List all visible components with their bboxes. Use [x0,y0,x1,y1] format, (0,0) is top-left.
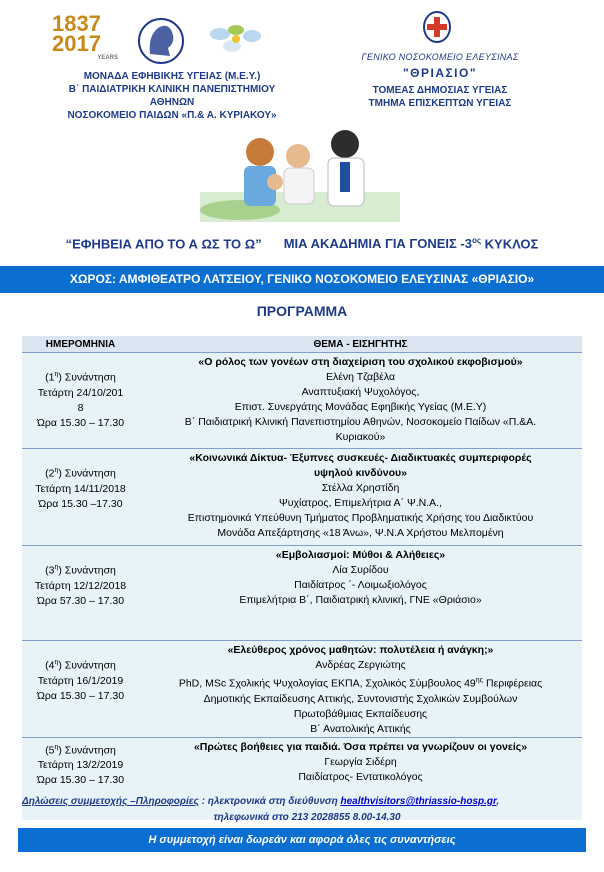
speaker-line: Κυριακού» [335,431,386,443]
anniversary-years-word: YEARS [97,55,118,61]
event-title-sup: ος [472,236,482,245]
speaker-line-sup: ης [475,677,484,684]
meeting-label: ) Συνάντηση [58,744,116,756]
meeting-sup: η [54,467,59,474]
topic-title: «Ο ρόλος των γονέων στη διαχείριση του σχολικού εκφοβισμού» [198,356,523,368]
column-header-topic: ΘΕΜΑ - ΕΙΣΗΓΗΤΗΣ [139,336,582,353]
speaker-line: Πρωτοβάθμιας Εκπαίδευσης [293,707,428,720]
date-cell [22,641,139,738]
speaker-line: Αναπτυξιακή Ψυχολόγος, [301,386,420,398]
speaker-line: Ψυχίατρος, Επιμελήτρια Α΄ Ψ.Ν.Α., [279,497,442,509]
speaker-line-end: Περιφέρειας [483,677,543,690]
table-row [22,353,582,449]
meeting-label: ) Συνάντηση [58,467,116,480]
left-header [52,70,292,122]
contact-info [22,794,592,826]
topic-cell [139,353,582,449]
meeting-time: Ώρα 15.30 – 17.30 [36,416,125,429]
table-row [22,641,582,738]
meeting-sup: η [54,564,59,571]
meeting-date-cont: 8 [77,401,84,414]
date-cell [22,353,139,449]
contact-tail: , [496,796,500,807]
family-illustration-icon [200,122,400,222]
speaker-name: Γεωργία Σιδέρη [324,755,397,768]
meeting-date: Τετάρτη 24/10/201 [37,386,124,399]
date-cell [22,546,139,641]
column-header-date: ΗΜΕΡΟΜΗΝΙΑ [22,336,139,353]
speaker-line [139,673,582,692]
meeting-sup: η [54,659,59,666]
speaker-line: Επιμελήτρια Β΄, Παιδιατρική κλινική, ΓΝΕ «Θριάσιο» [239,594,482,606]
meeting-time: Ώρα 15.30 – 17.30 [36,774,125,786]
topic-title: «Κοινωνικά Δίκτυα- Έξυπνες συσκευές- Διαδικτυακές συμπεριφορές [189,452,532,464]
contact-text: : ηλεκτρονικά στη διεύθυνση [198,796,341,807]
contact-email-link[interactable]: healthvisitors@thriassio-hosp.gr [340,796,497,807]
flower-logo-icon [206,22,276,60]
schedule-table [22,336,582,820]
speaker-name: Λία Συρίδου [332,564,389,576]
topic-title-cont: υψηλού κινδύνου» [314,467,407,479]
speaker-name: Στέλλα Χρηστίδη [321,482,400,494]
speaker-line: Επιστ. Συνεργάτης Μονάδας Εφηβικής Υγείας (Μ.Ε.Υ) [234,401,487,413]
meeting-date: Τετάρτη 13/2/2019 [37,759,124,771]
event-title-part2: ΜΙΑ ΑΚΑΔΗΜΙΑ ΓΙΑ ΓΟΝΕΙΣ -3 [283,236,472,252]
right-header-dept2: ΤΜΗΜΑ ΕΠΙΣΚΕΠΤΩΝ ΥΓΕΙΑΣ [368,98,512,109]
date-cell [22,449,139,546]
meeting-label: ) Συνάντηση [58,659,116,672]
meeting-number: (5 [45,744,55,756]
meeting-label: ) Συνάντηση [58,371,116,384]
topic-title: «Εμβολιασμοί: Μύθοι & Αλήθειες» [275,549,446,561]
meeting-time: Ώρα 15.30 – 17.30 [36,689,125,702]
event-title-part1: “ΕΦΗΒΕΙΑ ΑΠΟ ΤΟ Α ΩΣ ΤΟ Ω” [65,236,262,252]
left-header-line2: Β΄ ΠΑΙΔΙΑΤΡΙΚΗ ΚΛΙΝΙΚΗ ΠΑΝΕΠΙΣΤΗΜΙΟΥ ΑΘΗΝΩΝ [68,84,276,108]
table-row [22,449,582,546]
venue-banner: ΧΩΡΟΣ: ΑΜΦΙΘΕΑΤΡΟ ΛΑΤΣΕΙΟΥ, ΓΕΝΙΚΟ ΝΟΣΟΚΟΜΕΙΟ ΕΛΕΥΣΙΝΑΣ «ΘΡΙΑΣΙΟ» [0,266,604,293]
speaker-line: Παιδίατρος- Εντατικολόγος [298,770,423,783]
program-heading: ΠΡΟΓΡΑΜΜΑ [256,303,348,319]
topic-cell [139,449,582,546]
right-header-name: "ΘΡΙΑΣΙΟ" [402,66,478,80]
meeting-date: Τετάρτη 16/1/2019 [37,674,124,687]
contact-label: Δηλώσεις συμμετοχής –Πληροφορίες [22,796,199,807]
right-header-dept1: ΤΟΜΕΑΣ ΔΗΜΟΣΙΑΣ ΥΓΕΙΑΣ [372,85,508,96]
hospital-logo-icon [422,10,452,44]
meeting-time: Ώρα 15.30 –17.30 [38,497,123,510]
table-header-row [22,336,582,353]
meeting-sup: η [54,371,59,378]
table-row [22,546,582,641]
speaker-line: Επιστημονικά Υπεύθυνη Τμήματος Προβληματικής Χρήσης του Διαδικτύου [187,512,534,524]
event-title-part3: ΚΥΚΛΟΣ [481,236,539,252]
meeting-sup: η [54,743,59,751]
meeting-date: Τετάρτη 12/12/2018 [34,579,127,592]
right-header-hospital: ΓΕΝΙΚΟ ΝΟΣΟΚΟΜΕΙΟ ΕΛΕΥΣΙΝΑΣ [361,52,519,62]
speaker-line: Β΄ Ανατολικής Αττικής [310,722,411,735]
left-header-line1: ΜΟΝΑΔΑ ΕΦΗΒΙΚΗΣ ΥΓΕΙΑΣ (Μ.Ε.Υ.) [83,71,261,82]
speaker-line: Β΄ Παιδιατρική Κλινική Πανεπιστημίου Αθηνών, Νοσοκομείο Παίδων «Π.&Α. [184,416,537,428]
speaker-name: Ελένη Τζαβέλα [325,371,396,383]
meeting-number: (1 [45,371,55,384]
speaker-line: Δημοτικής Εκπαίδευσης Αττικής, Συντονιστής Σχολικών Συμβούλων [203,692,518,705]
topic-cell [139,641,582,738]
topic-title: «Πρώτες βοήθειες για παιδιά. Όσα πρέπει να γνωρίζουν οι γονείς» [193,740,528,753]
speaker-name: Ανδρέας Ζεργιώτης [315,659,406,671]
contact-phone: τηλεφωνικά στο 213 2028855 8.00-14.30 [213,812,401,823]
right-header [355,52,525,110]
footer-banner: Η συμμετοχή είναι δωρεάν και αφορά όλες τις συναντήσεις [18,828,586,852]
anniversary-year-top: 1837 [52,11,101,36]
meeting-date: Τετάρτη 14/11/2018 [35,482,126,495]
meeting-number: (2 [45,467,55,480]
meeting-time: Ώρα 57.30 – 17.30 [36,594,125,607]
meeting-number: (3 [45,564,55,577]
meeting-number: (4 [45,659,55,672]
topic-title: «Ελεύθερος χρόνος μαθητών: πολυτέλεια ή ανάγκη;» [227,644,494,656]
speaker-line-text: PhD, MSc Σχολικής Ψυχολογίας ΕΚΠΑ, Σχολικός Σύμβουλος 49 [178,677,476,690]
anniversary-logo [52,11,122,62]
university-seal-icon [138,14,184,68]
topic-cell [139,546,582,641]
left-header-line3: ΝΟΣΟΚΟΜΕΙΟ ΠΑΙΔΩΝ «Π.& Α. ΚΥΡΙΑΚΟΥ» [67,110,277,121]
anniversary-year-bottom: 2017 [52,31,101,56]
speaker-line: Παιδίατρος ΄- Λοιμωξιολόγος [294,579,427,591]
speaker-line: Μονάδα Απεξάρτησης «18 Άνω», Ψ.Ν.Α Χρήστου Μελπομένη [217,527,504,539]
event-title [0,236,604,251]
meeting-label: ) Συνάντηση [58,564,116,577]
